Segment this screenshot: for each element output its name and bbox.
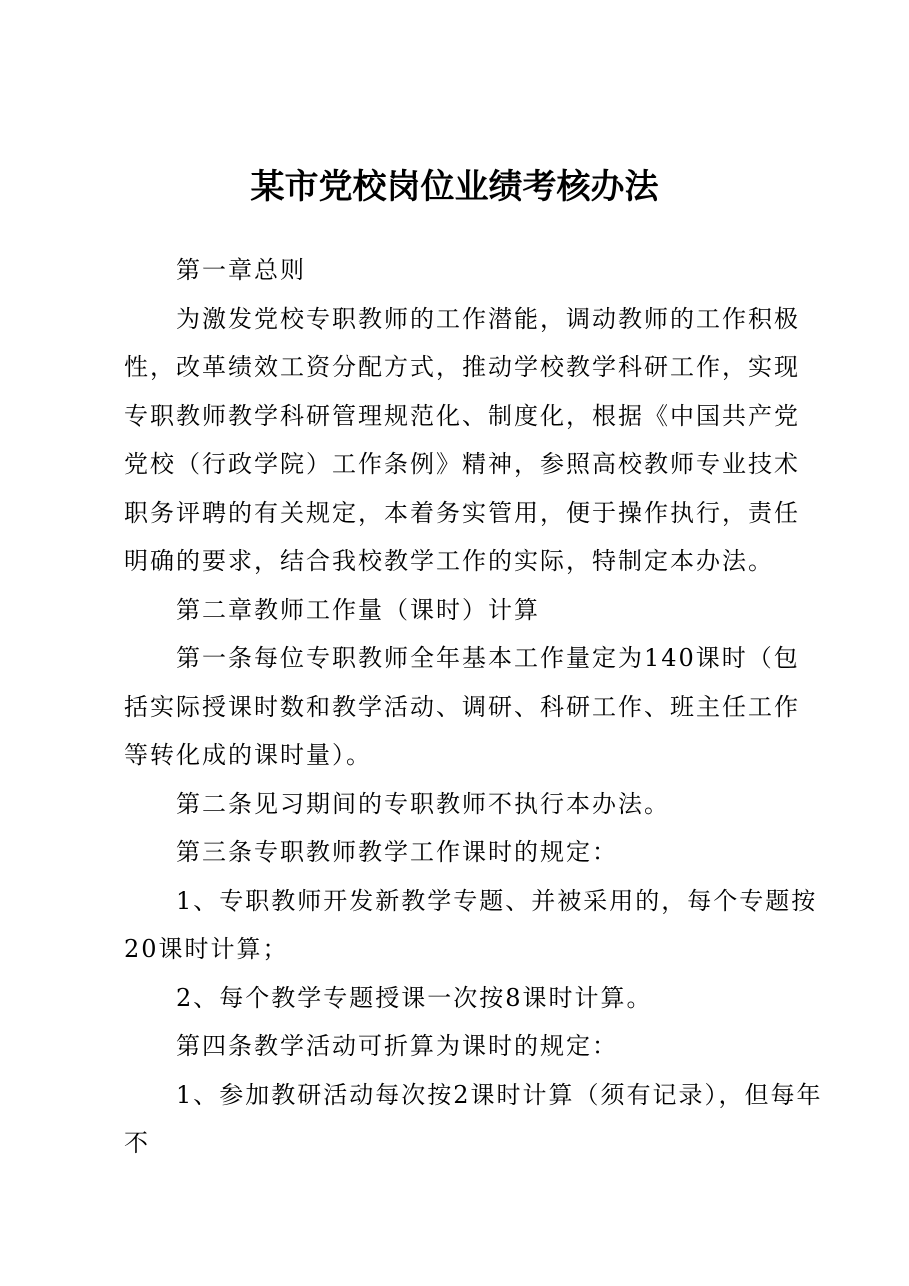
list-item: 2、每个教学专题授课一次按8课时计算。 (176, 983, 653, 1012)
chapter-heading: 第二章教师工作量（课时）计算 (176, 595, 540, 624)
article-paragraph: 第四条教学活动可折算为课时的规定： (176, 1032, 618, 1060)
document-body (124, 246, 824, 1168)
article-paragraph: 第三条专职教师教学工作课时的规定： (176, 838, 618, 866)
list-item: 1、专职教师开发新教学专题、并被采用的，每个专题按20课时计算； (124, 886, 818, 963)
list-item: 1、参加教研活动每次按2课时计算（须有记录），但每年不 (124, 1080, 823, 1157)
body-paragraph: 为激发党校专职教师的工作潜能，调动教师的工作积极性，改革绩效工资分配方式，推动学校教学科研工作，实现专职教师教学科研管理规范化、制度化，根据《中国共产党党校（行政学院）工作条例》精神，参照高校教师专业技术职务评聘的有关规定，本着务实管用，便于操作执行，责任明确的要求，结合我校教学工作的实际，特制定本办法。 (124, 304, 800, 575)
document-title: 某市党校岗位业绩考核办法 (250, 167, 659, 207)
article-paragraph: 第一条每位专职教师全年基本工作量定为140课时（包括实际授课时数和教学活动、调研、科研工作、班主任工作等转化成的课时量）。 (124, 644, 800, 769)
article-paragraph: 第二条见习期间的专职教师不执行本办法。 (176, 789, 670, 818)
chapter-heading: 第一章总则 (176, 256, 306, 284)
